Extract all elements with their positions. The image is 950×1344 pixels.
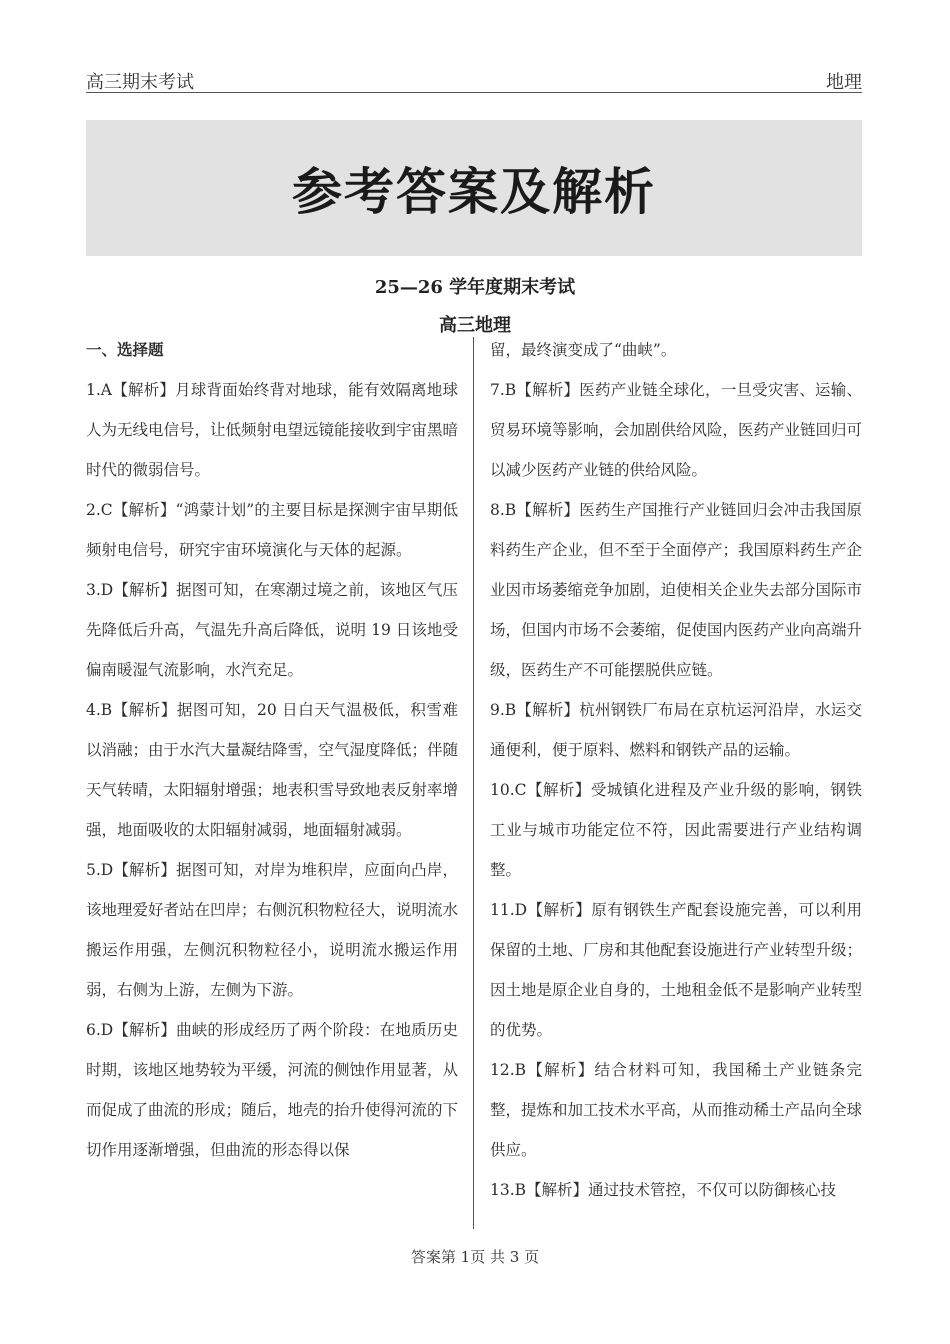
answer-10: 10.C【解析】受城镇化进程及产业升级的影响，钢铁工业与城市功能定位不符，因此需要进行产业结构调整。 [490,781,862,879]
title-banner [86,120,862,256]
exam-year-title: 25—26 学年度期末考试 [374,277,576,298]
right-column [490,330,862,1210]
page-title: 参考答案及解析 [292,162,656,221]
answer-1: 1.A【解析】月球背面始终背对地球，能有效隔离地球人为无线电信号，让低频射电望远镜能接收到宇宙黑暗时代的微弱信号。 [86,381,459,479]
answer-2: 2.C【解析】“鸿蒙计划”的主要目标是探测宇宙早期低频射电信号，研究宇宙环境演化与天体的起源。 [86,501,458,559]
exam-grade-subject: 高三地理 [439,315,511,336]
column-divider [473,337,474,1229]
page-header [86,66,862,93]
answer-6: 6.D【解析】曲峡的形成经历了两个阶段：在地质历史时期，该地区地势较为平缓，河流的侧蚀作用显著，从而促成了曲流的形成；随后，地壳的抬升使得河流的下切作用逐渐增强，但曲流的形态得以保 [86,1021,459,1159]
answer-6-continuation: 留，最终演变成了“曲峡”。 [490,341,677,359]
answer-12: 12.B【解析】结合材料可知，我国稀土产业链条完整，提炼和加工技术水平高，从而推动稀土产品向全球供应。 [490,1061,863,1159]
answer-7: 7.B【解析】医药产业链全球化，一旦受灾害、运输、贸易环境等影响，会加剧供给风险，医药产业链回归可以减少医药产业链的供给风险。 [490,381,863,479]
header-subject: 地理 [826,72,862,93]
answer-9: 9.B【解析】杭州钢铁厂布局在京杭运河沿岸，水运交通便利，便于原料、燃料和钢铁产品的运输。 [490,701,862,759]
header-exam-title: 高三期末考试 [86,72,194,93]
answer-5: 5.D【解析】据图可知，对岸为堆积岸，应面向凸岸，该地理爱好者站在凹岸；右侧沉积物粒径大，说明流水搬运作用强，左侧沉积物粒径小，说明流水搬运作用弱，右侧为上游，左侧为下游。 [86,861,459,999]
section-heading: 一、选择题 [86,340,164,359]
left-column [86,330,458,1170]
answer-8: 8.B【解析】医药生产国推行产业链回归会冲击我国原料药生产企业，但不至于全面停产；我国原料药生产企业因市场萎缩竞争加剧，迫使相关企业失去部分国际市场，但国内市场不会萎缩，促使国内医药产业向高端升级，医药生产不可能摆脱供应链。 [490,501,863,679]
answer-11: 11.D【解析】原有钢铁生产配套设施完善，可以利用保留的土地、厂房和其他配套设施进行产业转型升级；因土地是原企业自身的，土地租金低不是影响产业转型的优势。 [490,901,863,1039]
answer-3: 3.D【解析】据图可知，在寒潮过境之前，该地区气压先降低后升高，气温先升高后降低，说明 19 日该地受偏南暖湿气流影响，水汽充足。 [86,581,458,679]
answer-4: 4.B【解析】据图可知，20 日白天气温极低，积雪难以消融；由于水汽大量凝结降雪，空气湿度降低；伴随天气转晴，太阳辐射增强；地表积雪导致地表反射率增强，地面吸收的太阳辐射减弱，地面辐射减弱。 [86,701,459,839]
page-footer: 答案第 1页 共 3 页 [410,1248,540,1266]
answer-13: 13.B【解析】通过技术管控，不仅可以防御核心技 [490,1181,837,1199]
